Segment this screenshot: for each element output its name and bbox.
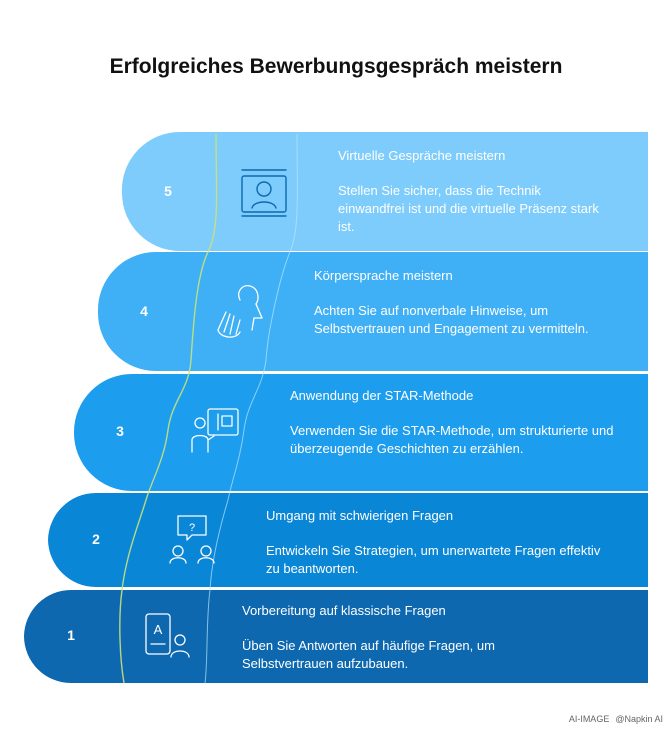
step-2-number: 2 <box>92 531 100 547</box>
step-3-heading: Anwendung der STAR-Methode <box>290 388 474 403</box>
step-2-description: Entwickeln Sie Strategien, um unerwartete Fragen effektiv zu beantworten. <box>266 543 601 576</box>
step-3-number: 3 <box>116 423 124 439</box>
step-5-heading: Virtuelle Gespräche meistern <box>338 148 506 163</box>
step-1-number: 1 <box>67 627 75 643</box>
step-2-text <box>266 507 606 578</box>
step-2-heading: Umgang mit schwierigen Fragen <box>266 508 454 523</box>
watermark <box>563 714 663 724</box>
svg-text:?: ? <box>188 522 196 534</box>
step-4-text <box>314 267 599 338</box>
page-title: Erfolgreiches Bewerbungsgespräch meistern <box>109 55 563 78</box>
watermark-left: AI-IMAGE <box>568 714 610 724</box>
watermark-right: @Napkin AI <box>615 714 663 724</box>
step-1-heading: Vorbereitung auf klassische Fragen <box>242 603 446 618</box>
step-5-text <box>338 147 608 236</box>
step-4-description: Achten Sie auf nonverbale Hinweise, um Selbstvertrauen und Engagement zu vermitteln. <box>314 303 589 336</box>
step-4-heading: Körpersprache meistern <box>314 268 453 283</box>
step-1-description: Üben Sie Antworten auf häufige Fragen, um Selbstvertrauen aufzubauen. <box>242 638 495 671</box>
svg-text:A: A <box>153 622 163 637</box>
step-4-number: 4 <box>140 303 148 319</box>
step-5-number: 5 <box>164 183 172 199</box>
step-3-text <box>290 387 615 458</box>
step-3-description: Verwenden Sie die STAR-Methode, um strukturierte und überzeugende Geschichten zu erzählen. <box>290 423 614 456</box>
step-5-description: Stellen Sie sicher, dass die Technik einwandfrei ist und die virtuelle Präsenz stark ist. <box>338 183 599 234</box>
step-1-text <box>242 602 552 673</box>
